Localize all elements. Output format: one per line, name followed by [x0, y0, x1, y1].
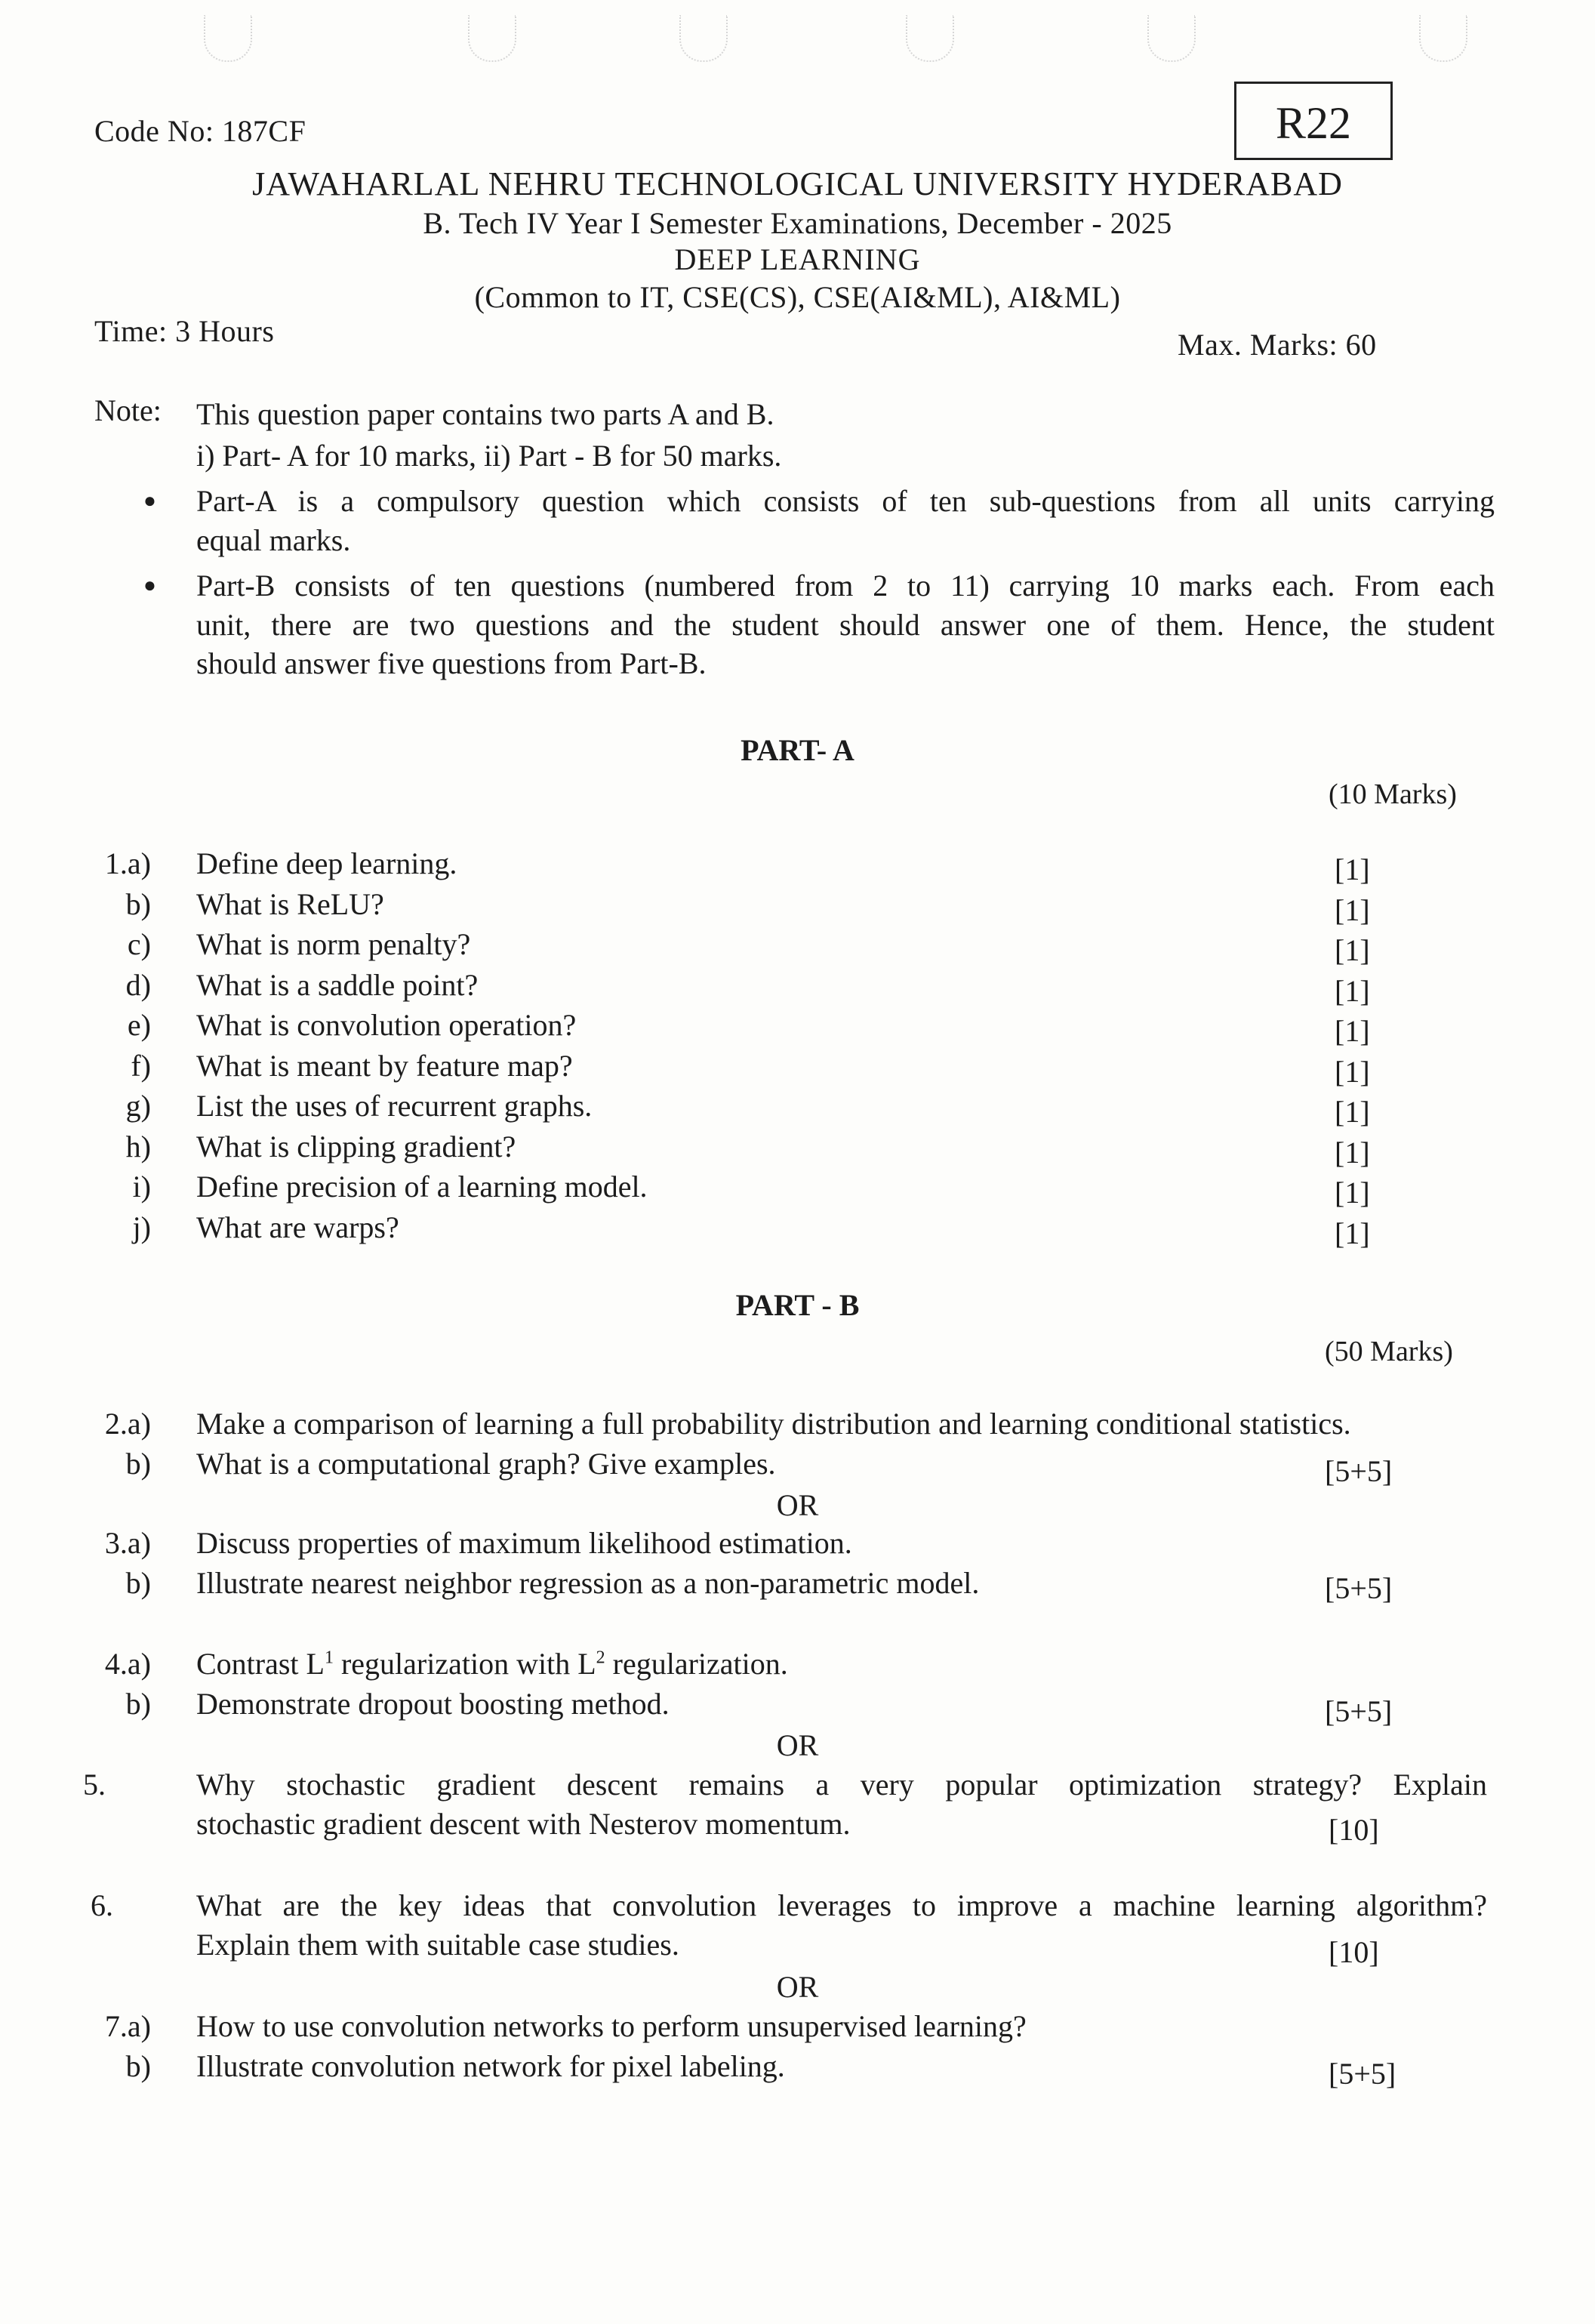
part-a-marks: (10 Marks)	[1329, 778, 1457, 810]
question-text: What are warps?	[196, 1210, 399, 1244]
question-text: Contrast $L^1$ regularization with $L^2$ regularization.	[196, 1647, 788, 1681]
university-name: JAWAHARLAL NEHRU TECHNOLOGICAL UNIVERSITY HYDERABAD	[252, 165, 1343, 202]
question-text: stochastic gradient descent with Nesterov momentum.	[196, 1807, 851, 1841]
question-text: Why stochastic gradient descent remains a very popular optimization strategy? Explain	[196, 1768, 1487, 1802]
question-text: What is meant by feature map?	[196, 1049, 573, 1083]
question-number: b)	[125, 1687, 151, 1721]
question-text: What is a saddle point?	[196, 968, 479, 1002]
or-separator: OR	[776, 1970, 819, 2004]
question-number: 2.a)	[104, 1407, 151, 1441]
question-text: Define precision of a learning model.	[196, 1170, 648, 1204]
scan-artifact	[1147, 15, 1196, 62]
question-text: What is a computational graph? Give examples.	[196, 1447, 776, 1481]
question-number: j)	[132, 1210, 151, 1244]
question-marks: [5+5]	[1329, 2057, 1396, 2091]
question-number: h)	[125, 1130, 151, 1164]
question-marks: [1]	[1335, 1216, 1370, 1250]
part-b-title: PART - B	[735, 1288, 860, 1322]
question-text: Discuss properties of maximum likelihood estimation.	[196, 1526, 852, 1560]
scan-artifact	[1419, 15, 1467, 62]
question-text: Illustrate nearest neighbor regression as a non-parametric model.	[196, 1566, 980, 1600]
question-number: b)	[125, 887, 151, 921]
or-separator: OR	[776, 1728, 819, 1762]
question-marks: [1]	[1335, 1176, 1370, 1210]
common-to: (Common to IT, CSE(CS), CSE(AI&ML), AI&ML)	[474, 280, 1121, 314]
question-marks: [1]	[1335, 852, 1370, 886]
question-number: b)	[125, 1447, 151, 1481]
scan-artifact	[679, 15, 728, 62]
question-marks: [10]	[1329, 1813, 1379, 1847]
question-number: b)	[125, 2049, 151, 2083]
note-bullet-line: Part-B consists of ten questions (numbered from 2 to 11) carrying 10 marks each. From each	[196, 569, 1495, 603]
question-text: Explain them with suitable case studies.	[196, 1928, 679, 1962]
question-number: 1.a)	[104, 846, 151, 880]
question-text: Demonstrate dropout boosting method.	[196, 1687, 670, 1721]
note-bullet-line: should answer five questions from Part-B.	[196, 646, 707, 680]
bullet-icon: ●	[143, 489, 156, 513]
question-text: What are the key ideas that convolution leverages to improve a machine learning algorithm?	[196, 1888, 1487, 1922]
question-marks: [1]	[1335, 1014, 1370, 1048]
question-text: Define deep learning.	[196, 846, 457, 880]
question-number: i)	[132, 1170, 151, 1204]
note-bullet-line: unit, there are two questions and the student should answer one of them. Hence, the student	[196, 608, 1495, 642]
question-text: What is clipping gradient?	[196, 1130, 516, 1164]
question-number: b)	[125, 1566, 151, 1600]
regulation-box: R22	[1234, 82, 1393, 160]
question-number: d)	[125, 968, 151, 1002]
question-marks: [1]	[1335, 933, 1370, 967]
question-marks: [5+5]	[1325, 1454, 1393, 1488]
question-text: List the uses of recurrent graphs.	[196, 1089, 593, 1123]
subject-title: DEEP LEARNING	[674, 242, 921, 276]
note-bullet-line: equal marks.	[196, 523, 351, 557]
question-text: Make a comparison of learning a full probability distribution and learning conditional statistics.	[196, 1407, 1351, 1441]
question-text: What is ReLU?	[196, 887, 384, 921]
bullet-icon: ●	[143, 574, 156, 597]
question-marks: [10]	[1329, 1935, 1379, 1969]
exam-time: Time: 3 Hours	[94, 314, 275, 348]
question-marks: [5+5]	[1325, 1694, 1393, 1728]
code-number: Code No: 187CF	[94, 114, 306, 148]
question-number: 5.	[83, 1768, 106, 1802]
part-a-title: PART- A	[741, 733, 854, 767]
question-number: 4.a)	[104, 1647, 151, 1681]
question-marks: [1]	[1335, 1055, 1370, 1089]
question-text: How to use convolution networks to perform unsupervised learning?	[196, 2009, 1027, 2043]
or-separator: OR	[776, 1488, 819, 1522]
question-number: 6.	[91, 1888, 113, 1922]
question-marks: [5+5]	[1325, 1571, 1393, 1605]
question-text: Illustrate convolution network for pixel labeling.	[196, 2049, 785, 2083]
question-marks: [1]	[1335, 974, 1370, 1008]
question-marks: [1]	[1335, 893, 1370, 927]
note-line: i) Part- A for 10 marks, ii) Part - B for 50 marks.	[196, 439, 782, 473]
question-marks: [1]	[1335, 1136, 1370, 1170]
question-number: 7.a)	[104, 2009, 151, 2043]
question-number: 3.a)	[104, 1526, 151, 1560]
max-marks: Max. Marks: 60	[1178, 328, 1377, 362]
question-number: c)	[127, 927, 151, 961]
scan-artifact	[906, 15, 954, 62]
question-text: What is norm penalty?	[196, 927, 471, 961]
question-number: e)	[127, 1008, 151, 1042]
question-number: f)	[131, 1049, 151, 1083]
scan-artifact	[468, 15, 516, 62]
part-b-marks: (50 Marks)	[1325, 1336, 1453, 1367]
question-text: What is convolution operation?	[196, 1008, 577, 1042]
question-number: g)	[125, 1089, 151, 1123]
note-bullet-line: Part-A is a compulsory question which consists of ten sub-questions from all units carrying	[196, 484, 1495, 518]
exam-title: B. Tech IV Year I Semester Examinations, December - 2025	[423, 206, 1172, 240]
note-line: This question paper contains two parts A and B.	[196, 397, 774, 431]
scan-artifact	[204, 15, 252, 62]
note-label: Note:	[94, 393, 162, 427]
question-marks: [1]	[1335, 1095, 1370, 1129]
